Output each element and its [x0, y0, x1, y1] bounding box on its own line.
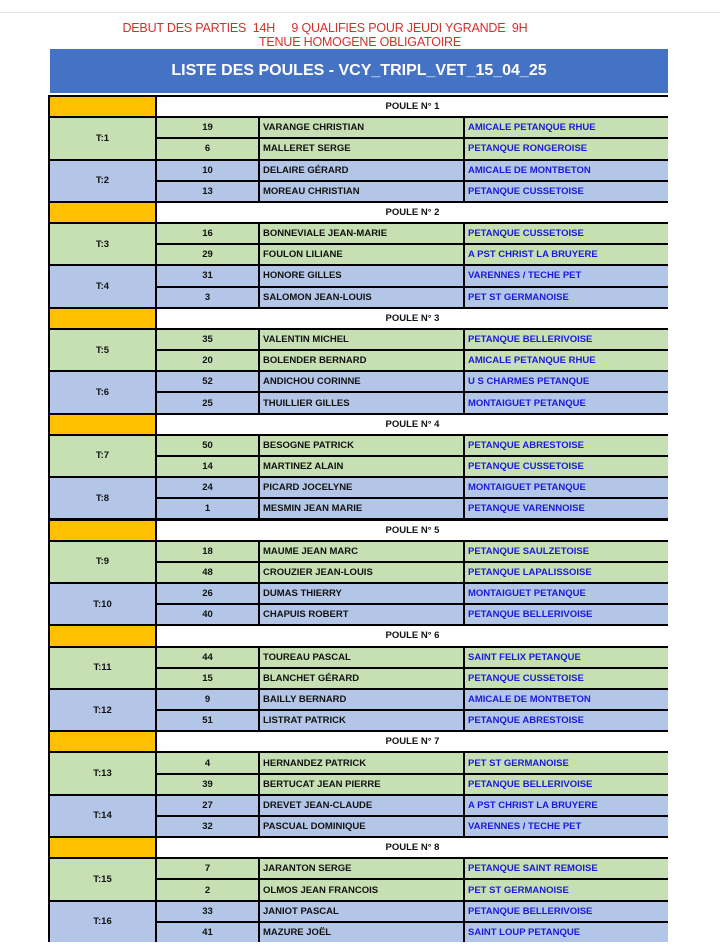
poule-header: POULE N° 6: [157, 626, 668, 645]
player-name: BERTUCAT JEAN PIERRE: [260, 775, 463, 794]
player-name: OLMOS JEAN FRANCOIS: [260, 880, 463, 899]
poule-header: POULE N° 1: [157, 97, 668, 116]
player-club: PETANQUE CUSSETOISE: [465, 669, 668, 688]
player-club: PET ST GERMANOISE: [465, 880, 668, 899]
player-number: 4: [157, 753, 258, 772]
player-club: PETANQUE LAPALISSOISE: [465, 563, 668, 582]
player-number: 20: [157, 351, 258, 370]
player-number: 3: [157, 288, 258, 307]
player-name: CHAPUIS ROBERT: [260, 605, 463, 624]
player-number: 31: [157, 266, 258, 285]
player-number: 33: [157, 902, 258, 921]
player-number: 25: [157, 393, 258, 412]
player-number: 29: [157, 245, 258, 264]
page-title: LISTE DES POULES - VCY_TRIPL_VET_15_04_25: [50, 49, 668, 93]
poule-marker: [50, 415, 155, 434]
player-name: BAILLY BERNARD: [260, 690, 463, 709]
player-club: PETANQUE ABRESTOISE: [465, 436, 668, 455]
player-number: 32: [157, 817, 258, 836]
player-number: 13: [157, 182, 258, 201]
team-label: T:13: [50, 753, 155, 793]
player-name: BLANCHET GÉRARD: [260, 669, 463, 688]
team-label: T:9: [50, 542, 155, 582]
poule-marker: [50, 309, 155, 328]
team-label: T:14: [50, 796, 155, 836]
poule-marker: [50, 203, 155, 222]
player-name: MARTINEZ ALAIN: [260, 457, 463, 476]
player-number: 39: [157, 775, 258, 794]
player-name: JARANTON SERGE: [260, 859, 463, 878]
player-number: 1: [157, 499, 258, 518]
player-club: PETANQUE BELLERIVOISE: [465, 902, 668, 921]
player-number: 14: [157, 457, 258, 476]
player-club: MONTAIGUET PETANQUE: [465, 584, 668, 603]
player-club: PETANQUE BELLERIVOISE: [465, 605, 668, 624]
player-number: 35: [157, 330, 258, 349]
team-label: T:6: [50, 372, 155, 412]
player-name: MESMIN JEAN MARIE: [260, 499, 463, 518]
player-name: TOUREAU PASCAL: [260, 648, 463, 667]
player-club: SAINT FELIX PETANQUE: [465, 648, 668, 667]
poules-table: [48, 95, 668, 942]
player-club: AMICALE PETANQUE RHUE: [465, 351, 668, 370]
player-name: MOREAU CHRISTIAN: [260, 182, 463, 201]
poule-marker: [50, 521, 155, 540]
poule-header: POULE N° 8: [157, 838, 668, 857]
player-club: A PST CHRIST LA BRUYERE: [465, 796, 668, 815]
team-label: T:5: [50, 330, 155, 370]
player-club: PET ST GERMANOISE: [465, 753, 668, 772]
notice-dress-code: TENUE HOMOGENE OBLIGATOIRE: [258, 35, 461, 49]
player-number: 24: [157, 478, 258, 497]
player-number: 19: [157, 118, 258, 137]
team-label: T:3: [50, 224, 155, 264]
poule-header: POULE N° 3: [157, 309, 668, 328]
player-club: MONTAIGUET PETANQUE: [465, 478, 668, 497]
player-name: BOLENDER BERNARD: [260, 351, 463, 370]
player-name: BONNEVIALE JEAN-MARIE: [260, 224, 463, 243]
player-name: HONORE GILLES: [260, 266, 463, 285]
player-name: THUILLIER GILLES: [260, 393, 463, 412]
notice-schedule: DEBUT DES PARTIES 14H 9 QUALIFIES POUR JEUDI YGRANDE 9H: [122, 21, 528, 35]
poule-header: POULE N° 7: [157, 732, 668, 751]
player-name: MAZURE JOËL: [260, 923, 463, 942]
player-number: 9: [157, 690, 258, 709]
poule-marker: [50, 732, 155, 751]
player-name: JANIOT PASCAL: [260, 902, 463, 921]
player-number: 27: [157, 796, 258, 815]
team-label: T:8: [50, 478, 155, 518]
player-club: VARENNES / TECHE PET: [465, 817, 668, 836]
player-name: HERNANDEZ PATRICK: [260, 753, 463, 772]
player-number: 18: [157, 542, 258, 561]
player-name: PASCUAL DOMINIQUE: [260, 817, 463, 836]
poule-marker: [50, 626, 155, 645]
player-name: DREVET JEAN-CLAUDE: [260, 796, 463, 815]
team-label: T:1: [50, 118, 155, 158]
player-name: SALOMON JEAN-LOUIS: [260, 288, 463, 307]
player-club: MONTAIGUET PETANQUE: [465, 393, 668, 412]
player-club: PETANQUE VARENNOISE: [465, 499, 668, 518]
player-name: FOULON LILIANE: [260, 245, 463, 264]
player-number: 26: [157, 584, 258, 603]
team-label: T:12: [50, 690, 155, 730]
player-name: MAUME JEAN MARC: [260, 542, 463, 561]
player-name: DELAIRE GÉRARD: [260, 161, 463, 180]
poule-header: POULE N° 4: [157, 415, 668, 434]
player-number: 15: [157, 669, 258, 688]
player-club: AMICALE DE MONTBETON: [465, 161, 668, 180]
player-number: 48: [157, 563, 258, 582]
team-label: T:10: [50, 584, 155, 624]
player-name: PICARD JOCELYNE: [260, 478, 463, 497]
player-number: 16: [157, 224, 258, 243]
player-name: BESOGNE PATRICK: [260, 436, 463, 455]
poule-marker: [50, 97, 155, 116]
player-name: MALLERET SERGE: [260, 139, 463, 158]
team-label: T:7: [50, 436, 155, 476]
player-club: AMICALE DE MONTBETON: [465, 690, 668, 709]
player-number: 51: [157, 711, 258, 730]
player-number: 6: [157, 139, 258, 158]
player-name: ANDICHOU CORINNE: [260, 372, 463, 391]
team-label: T:4: [50, 266, 155, 306]
player-name: DUMAS THIERRY: [260, 584, 463, 603]
player-number: 10: [157, 161, 258, 180]
team-label: T:16: [50, 902, 155, 942]
player-number: 52: [157, 372, 258, 391]
divider: [0, 12, 720, 13]
player-number: 2: [157, 880, 258, 899]
player-number: 7: [157, 859, 258, 878]
player-name: VARANGE CHRISTIAN: [260, 118, 463, 137]
player-club: PETANQUE RONGEROISE: [465, 139, 668, 158]
player-number: 41: [157, 923, 258, 942]
player-club: A PST CHRIST LA BRUYERE: [465, 245, 668, 264]
player-name: CROUZIER JEAN-LOUIS: [260, 563, 463, 582]
player-club: PETANQUE BELLERIVOISE: [465, 775, 668, 794]
player-club: PETANQUE CUSSETOISE: [465, 182, 668, 201]
player-club: PETANQUE BELLERIVOISE: [465, 330, 668, 349]
player-club: PETANQUE CUSSETOISE: [465, 457, 668, 476]
player-club: PET ST GERMANOISE: [465, 288, 668, 307]
team-label: T:11: [50, 648, 155, 688]
team-label: T:2: [50, 161, 155, 201]
poule-marker: [50, 838, 155, 857]
player-club: SAINT LOUP PETANQUE: [465, 923, 668, 942]
player-club: PETANQUE SAINT REMOISE: [465, 859, 668, 878]
player-number: 50: [157, 436, 258, 455]
player-club: U S CHARMES PETANQUE: [465, 372, 668, 391]
poule-header: POULE N° 5: [157, 521, 668, 540]
team-label: T:15: [50, 859, 155, 899]
player-club: AMICALE PETANQUE RHUE: [465, 118, 668, 137]
player-name: LISTRAT PATRICK: [260, 711, 463, 730]
player-number: 40: [157, 605, 258, 624]
player-name: VALENTIN MICHEL: [260, 330, 463, 349]
poule-header: POULE N° 2: [157, 203, 668, 222]
player-number: 44: [157, 648, 258, 667]
player-club: VARENNES / TECHE PET: [465, 266, 668, 285]
player-club: PETANQUE SAULZETOISE: [465, 542, 668, 561]
player-club: PETANQUE ABRESTOISE: [465, 711, 668, 730]
player-club: PETANQUE CUSSETOISE: [465, 224, 668, 243]
